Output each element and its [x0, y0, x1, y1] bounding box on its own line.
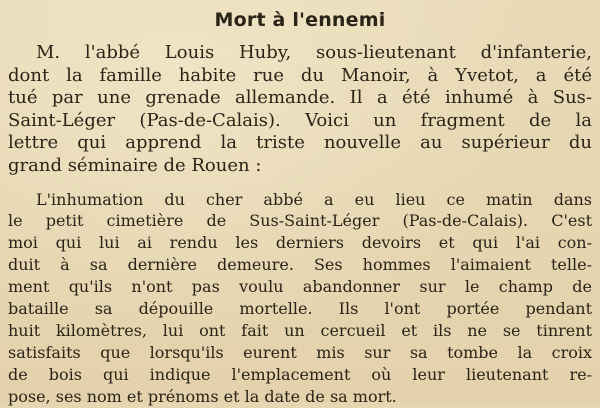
- quote-line: duit à sa dernière demeure. Ses hommes l'aimaient telle-: [8, 255, 592, 275]
- lead-paragraph: [8, 42, 592, 178]
- quote-line: moi qui lui ai rendu les derniers devoirs et qui l'ai con-: [8, 233, 592, 253]
- article-title: Mort à l'ennemi: [214, 9, 386, 31]
- lead-line: lettre qui apprend la triste nouvelle au supérieur du: [8, 132, 592, 154]
- lead-line: grand séminaire de Rouen :: [8, 154, 262, 176]
- quote-line: satisfaits que lorsqu'ils eurent mis sur sa tombe la croix: [8, 342, 592, 362]
- lead-line: dont la famille habite rue du Manoir, à Yvetot, a été: [8, 64, 592, 86]
- quote-line: pose, ses nom et prénoms et la date de sa mort.: [8, 386, 397, 406]
- quote-line: ment qu'ils n'ont pas voulu abandonner sur le champ de: [8, 277, 592, 297]
- quote-line: huit kilomètres, lui ont fait un cercueil et ils ne se tinrent: [8, 321, 592, 340]
- quote-line: de bois qui indique l'emplacement où leur lieutenant re-: [8, 364, 592, 384]
- quote-line: le petit cimetière de Sus-Saint-Léger (Pas-de-Calais). C'est: [8, 211, 592, 231]
- quoted-letter: [8, 189, 592, 408]
- quote-line: L'inhumation du cher abbé a eu lieu ce matin dans: [36, 189, 592, 209]
- lead-line: M. l'abbé Louis Huby, sous-lieutenant d'infanterie,: [36, 42, 592, 63]
- lead-line: Saint-Léger (Pas-de-Calais). Voici un fragment de la: [8, 109, 592, 131]
- quote-line: bataille sa dépouille mortelle. Ils l'ont portée pendant: [8, 299, 592, 319]
- lead-line: tué par une grenade allemande. Il a été inhumé à Sus-: [8, 87, 592, 109]
